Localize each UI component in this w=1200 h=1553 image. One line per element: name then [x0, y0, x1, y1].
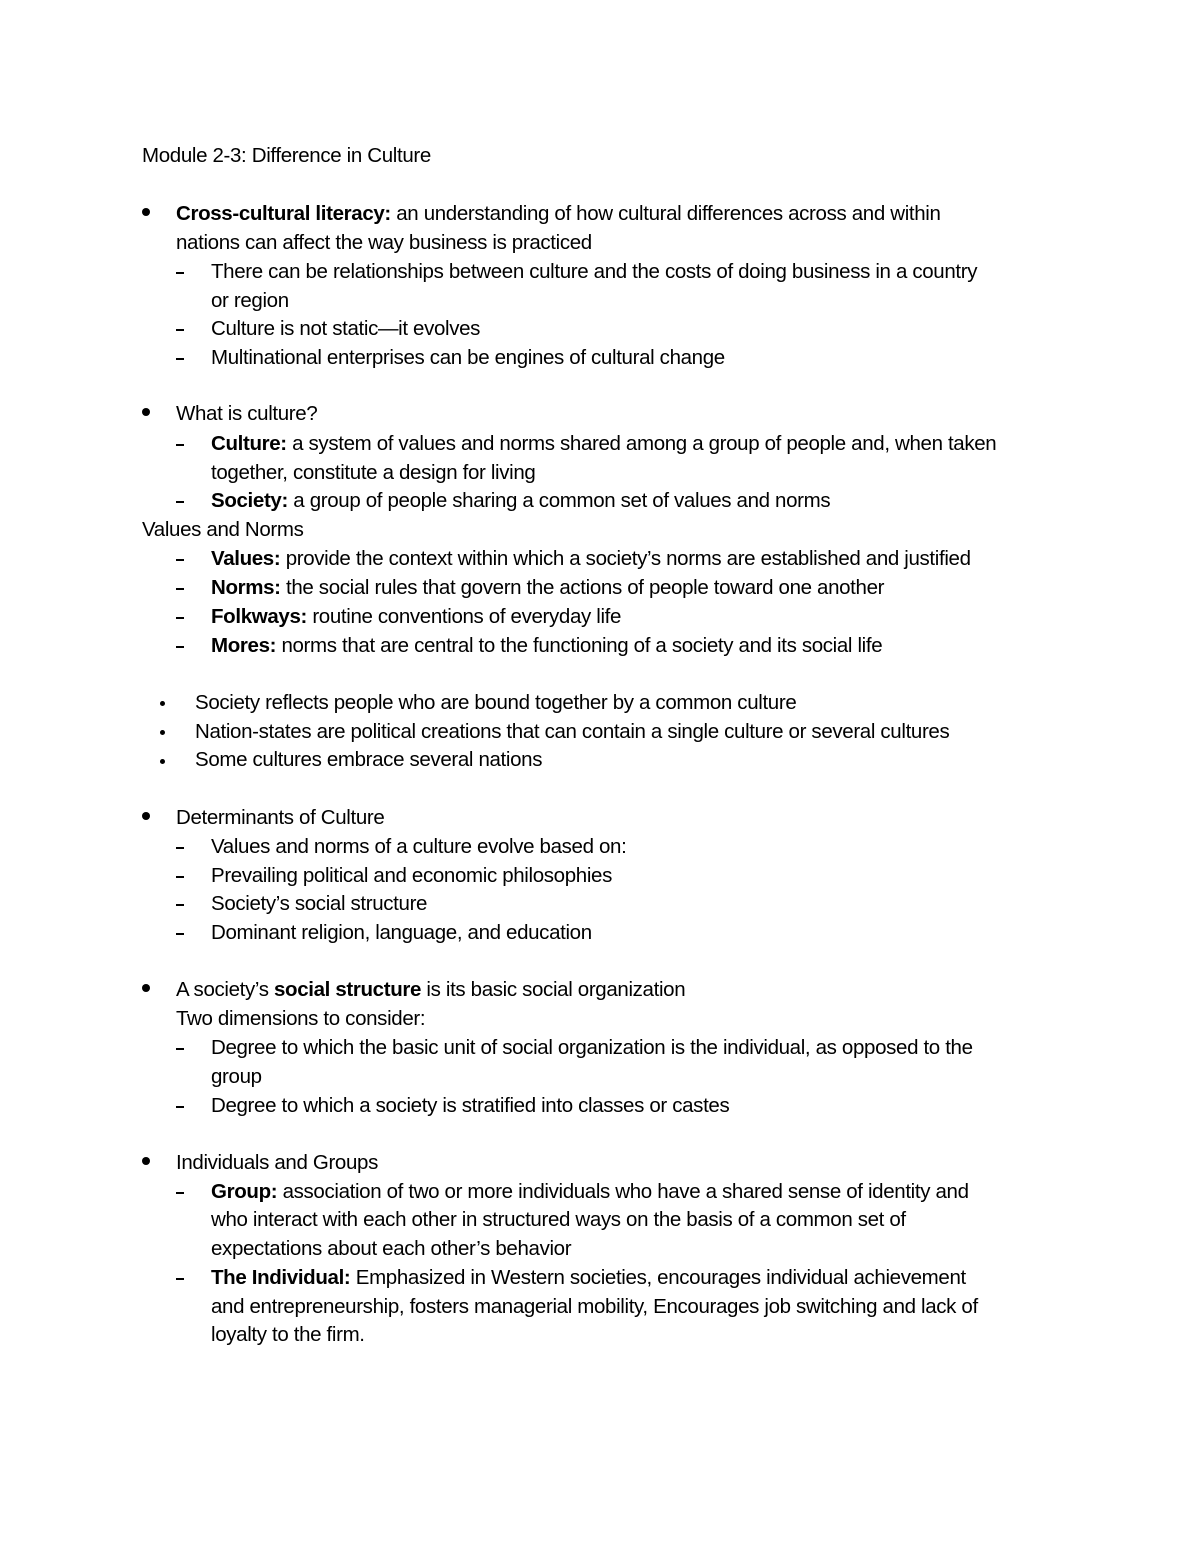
bullet-icon — [142, 1157, 150, 1165]
dash-icon — [176, 1048, 184, 1050]
group-definition-line: Group: association of two or more individuals who have a shared sense of identity and — [211, 1180, 969, 1203]
dash-icon — [176, 904, 184, 906]
bullet-icon — [142, 812, 150, 820]
list-item: Society reflects people who are bound together by a common culture — [195, 691, 797, 714]
small-bullet-icon — [160, 759, 165, 764]
list-item: Society’s social structure — [211, 892, 428, 915]
dash-icon — [176, 329, 184, 331]
page-title: Module 2-3: Difference in Culture — [142, 144, 431, 167]
dash-icon — [176, 1278, 184, 1280]
definition-continuation: expectations about each other’s behavior — [211, 1237, 572, 1260]
list-item-continuation: group — [211, 1065, 262, 1088]
folkways-definition-line: Folkways: routine conventions of everyday life — [211, 605, 622, 628]
bullet-icon — [142, 208, 150, 216]
individual-definition-line: The Individual: Emphasized in Western societies, encourages individual achievement — [211, 1266, 966, 1289]
definition-continuation: loyalty to the firm. — [211, 1323, 365, 1346]
term-cross-cultural-literacy: Cross-cultural literacy: — [176, 202, 391, 225]
dash-icon — [176, 358, 184, 360]
definition-continuation: nations can affect the way business is practiced — [176, 231, 592, 254]
term-social-structure: social structure — [273, 978, 422, 1001]
list-item: Values and norms of a culture evolve based on: — [211, 835, 627, 858]
list-item: Degree to which the basic unit of social organization is the individual, as opposed to the — [211, 1036, 973, 1059]
norms-definition-line: Norms: the social rules that govern the actions of people toward one another — [211, 576, 885, 599]
term-mores: Mores: — [211, 634, 277, 657]
term-group: Group: — [211, 1180, 278, 1203]
dash-icon — [176, 1106, 184, 1108]
dash-icon — [176, 933, 184, 935]
bullet-icon — [142, 408, 150, 416]
dash-icon — [176, 501, 184, 503]
list-item: Degree to which a society is stratified into classes or castes — [211, 1094, 730, 1117]
society-definition-line: Society: a group of people sharing a common set of values and norms — [211, 489, 831, 512]
definition-continuation: and entrepreneurship, fosters managerial mobility, Encourages job switching and lack of — [211, 1295, 978, 1318]
bullet-icon — [142, 984, 150, 992]
dash-icon — [176, 847, 184, 849]
term-norms: Norms: — [211, 576, 281, 599]
culture-definition-line: Culture: a system of values and norms shared among a group of people and, when taken — [211, 432, 997, 455]
section-heading-what-is-culture: What is culture? — [176, 402, 318, 425]
social-structure-line: A society’s social structure is its basic social organization — [176, 978, 686, 1001]
list-item: Culture is not static—it evolves — [211, 317, 481, 340]
term-values: Values: — [211, 547, 281, 570]
dash-icon — [176, 617, 184, 619]
term-folkways: Folkways: — [211, 605, 307, 628]
list-item-continuation: or region — [211, 289, 289, 312]
cross-cultural-literacy-line: Cross-cultural literacy: an understanding of how cultural differences across and within — [176, 202, 941, 225]
dash-icon — [176, 444, 184, 446]
small-bullet-icon — [160, 730, 165, 735]
list-item: There can be relationships between culture and the costs of doing business in a country — [211, 260, 978, 283]
definition-continuation: who interact with each other in structured ways on the basis of a common set of — [211, 1208, 906, 1231]
dash-icon — [176, 559, 184, 561]
dash-icon — [176, 272, 184, 274]
small-bullet-icon — [160, 701, 165, 706]
list-item: Some cultures embrace several nations — [195, 748, 543, 771]
section-heading-values-and-norms: Values and Norms — [142, 518, 304, 541]
dash-icon — [176, 1192, 184, 1194]
list-item: Multinational enterprises can be engines of cultural change — [211, 346, 725, 369]
list-item: Dominant religion, language, and education — [211, 921, 592, 944]
subheading-two-dimensions: Two dimensions to consider: — [176, 1007, 426, 1030]
dash-icon — [176, 646, 184, 648]
dash-icon — [176, 876, 184, 878]
section-heading-determinants: Determinants of Culture — [176, 806, 385, 829]
list-item: Prevailing political and economic philosophies — [211, 864, 612, 887]
definition-continuation: together, constitute a design for living — [211, 461, 536, 484]
section-heading-individuals-groups: Individuals and Groups — [176, 1151, 378, 1174]
list-item: Nation-states are political creations that can contain a single culture or several cultures — [195, 720, 950, 743]
term-culture: Culture: — [211, 432, 287, 455]
term-society: Society: — [211, 489, 288, 512]
term-the-individual: The Individual: — [211, 1266, 351, 1289]
dash-icon — [176, 588, 184, 590]
mores-definition-line: Mores: norms that are central to the functioning of a society and its social life — [211, 634, 883, 657]
values-definition-line: Values: provide the context within which a society’s norms are established and justified — [211, 547, 971, 570]
